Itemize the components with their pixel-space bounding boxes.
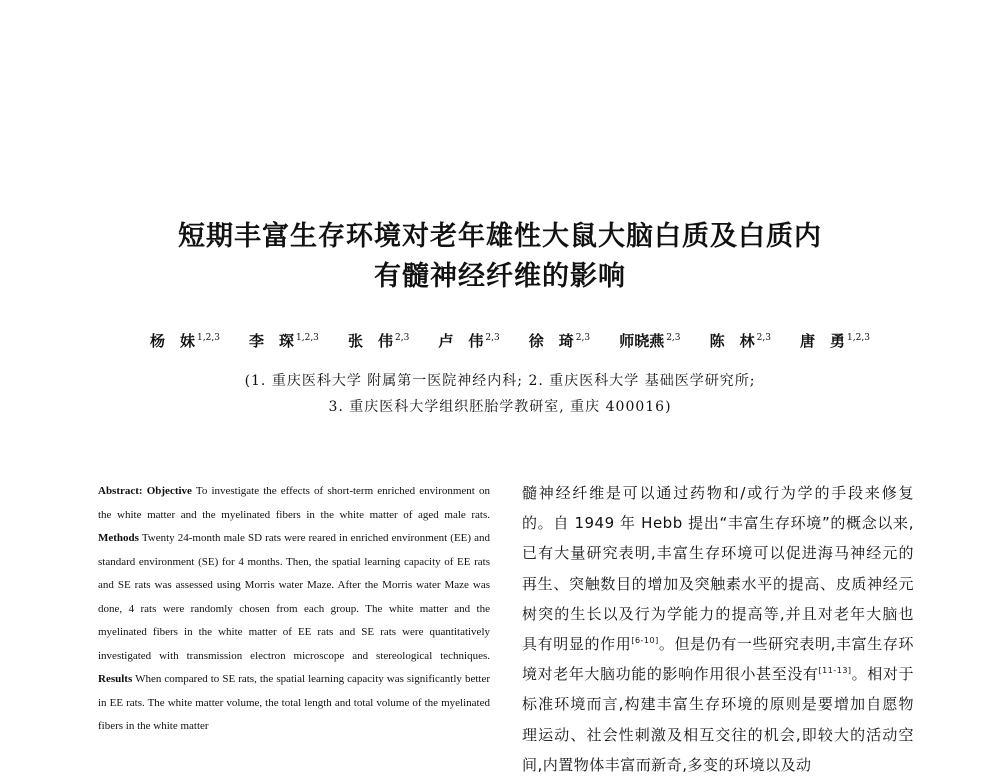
author: 陈 林 $^{2,3}$: [709, 332, 771, 350]
abstract-objective: To investigate the effects of short-term enriched environment on the white matter and the myelinated fibers in the white matter of aged male rats.: [98, 485, 490, 521]
body-paragraph-part-2: 。但是仍有一些研究表明,丰富生存环境对老年大脑功能的影响作用很小甚至没有: [522, 635, 914, 684]
paper-title-line-1: 短期丰富生存环境对老年雄性大鼠大脑白质及白质内: [178, 221, 822, 252]
author-list: [150, 330, 870, 351]
body-paragraph-part-1: 髓神经纤维是可以通过药物和/或行为学的手段来修复的。自 1949 年 Hebb 提出“丰富生存环境”的概念以来,已有大量研究表明,丰富生存环境可以促进海马神经元的再生、突触数目的增加及突触素水平的提高、皮质神经元树突的生长以及行为学能力的提高等,并且对老年大脑也具有明显的作用: [522, 484, 914, 654]
author: 李 琛 $^{1,2,3}$: [248, 332, 319, 350]
abstract-label: Abstract: Objective: [98, 485, 192, 497]
results-label: Results: [98, 673, 133, 685]
citation-ref: [6-10]: [631, 636, 659, 646]
affiliation-line-2: 3. 重庆医科大学组织胚胎学教研室, 重庆 400016): [328, 399, 672, 415]
methods-label: Methods: [98, 532, 139, 544]
abstract-methods: Twenty 24-month male SD rats were reared in enriched environment (EE) and standard environment (SE) for 4 months. Then, the spatial learning capacity of EE rats and SE rats was assessed using Morris water Maze. After the Morris water Maze was done, 4 rats were randomly chosen from each group. The white matter and the myelinated fibers in the white matter of EE rats and SE rats were quantitatively investigated with transmission electron microscope and stereological techniques.: [98, 532, 490, 662]
abstract-results: When compared to SE rats, the spatial learning capacity was significantly better in EE rats. The white matter volume, the total length and total volume of the myelinated fibers in the white matter: [98, 673, 490, 732]
author: 杨 妹 $^{1,2,3}$: [150, 332, 220, 350]
body-text-chinese: [522, 478, 914, 780]
body-paragraph-part-3: 。相对于标准环境而言,构建丰富生存环境的原则是要增加自愿物理运动、社会性刺激及相互交往的机会,即较大的活动空间,内置物体丰富而新奇,多变的环境以及动: [522, 665, 914, 774]
author: 师晓燕 $^{2,3}$: [619, 332, 681, 350]
affiliation-line-1: (1. 重庆医科大学 附属第一医院神经内科; 2. 重庆医科大学 基础医学研究所;: [244, 373, 756, 389]
citation-ref: [11-13]: [818, 666, 852, 676]
paper-title-line-2: 有髓神经纤维的影响: [374, 261, 626, 292]
author: 张 伟 $^{2,3}$: [347, 332, 410, 350]
author: 唐 勇 $^{1,2,3}$: [800, 332, 870, 350]
author: 卢 伟 $^{2,3}$: [438, 332, 500, 350]
author: 徐 琦 $^{2,3}$: [528, 332, 591, 350]
abstract-english: [98, 480, 490, 739]
